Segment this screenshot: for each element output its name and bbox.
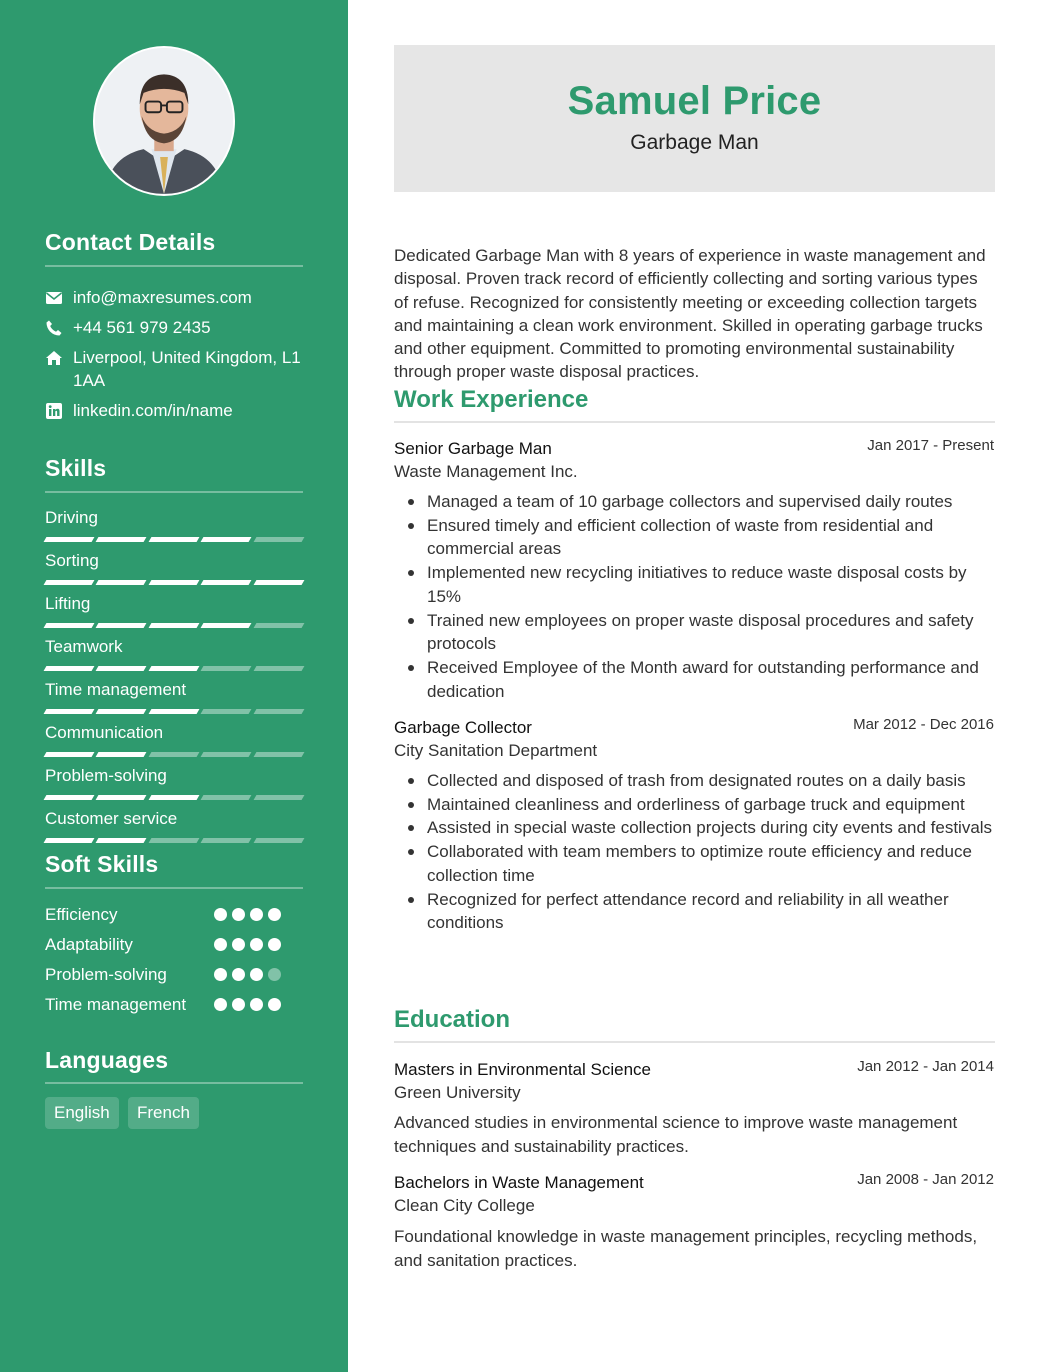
skill-level-segment bbox=[201, 580, 252, 585]
rating-dot bbox=[214, 908, 227, 921]
skill-name: Time management bbox=[45, 680, 187, 699]
skill-name: Sorting bbox=[45, 551, 99, 570]
skill-level-segment bbox=[148, 709, 199, 714]
skill-level-segment bbox=[253, 623, 304, 628]
job-company: Waste Management Inc. bbox=[394, 462, 578, 481]
degree: Masters in Environmental Science bbox=[394, 1060, 652, 1079]
skill-level-segment bbox=[96, 752, 147, 757]
contact-linkedin[interactable] bbox=[45, 399, 303, 422]
skill-name: Customer service bbox=[45, 809, 178, 828]
skill-level-segment bbox=[148, 666, 199, 671]
skill-level-segment bbox=[201, 752, 252, 757]
rating-dot bbox=[232, 968, 245, 981]
skill-level-segment bbox=[44, 580, 95, 585]
rating-dot bbox=[232, 998, 245, 1011]
home-icon bbox=[45, 349, 63, 367]
skill-level-segment bbox=[201, 537, 252, 542]
list-item: Received Employee of the Month award for outstanding performance and dedication bbox=[394, 656, 995, 703]
skill-level-segment bbox=[148, 838, 199, 843]
rating-dot bbox=[268, 908, 281, 921]
language-tag: English bbox=[45, 1097, 119, 1129]
name-header bbox=[394, 45, 995, 192]
skill-level-segment bbox=[253, 709, 304, 714]
list-item: Trained new employees on proper waste disposal procedures and safety protocols bbox=[394, 609, 995, 656]
skill-name: Lifting bbox=[45, 594, 91, 613]
summary-text: Dedicated Garbage Man with 8 years of experience in waste management and disposal. Proven track record of efficiently collecting and sorting various types of refuse. Recognized for consistently meeting or exceeding collection targets and maintaining a clean work environment. Skilled in operating garbage trucks and other equipment. Committed to promoting environmental sustainability through proper waste disposal practices. bbox=[394, 246, 986, 382]
education-date: Jan 2008 - Jan 2012 bbox=[857, 1171, 994, 1188]
skill-level-segment bbox=[96, 537, 147, 542]
rating-dot bbox=[214, 938, 227, 951]
candidate-name: Samuel Price bbox=[567, 79, 822, 123]
divider bbox=[394, 1041, 995, 1043]
skill-level-segment bbox=[201, 795, 252, 800]
list-item: Collaborated with team members to optimize route efficiency and reduce collection time bbox=[394, 840, 995, 887]
list-item: Managed a team of 10 garbage collectors and supervised daily routes bbox=[394, 490, 995, 514]
skill-level-segment bbox=[253, 580, 304, 585]
skill-level-bar bbox=[45, 795, 303, 801]
skill-level-segment bbox=[96, 709, 147, 714]
skill-level-segment bbox=[96, 623, 147, 628]
rating-dot bbox=[250, 968, 263, 981]
soft-skill-name: Efficiency bbox=[45, 905, 118, 924]
skill-level-segment bbox=[148, 752, 199, 757]
divider bbox=[394, 421, 995, 423]
soft-skills-heading: Soft Skills bbox=[45, 851, 159, 877]
skill-level-segment bbox=[44, 537, 95, 542]
email-icon bbox=[45, 289, 63, 307]
list-item: Recognized for perfect attendance record and reliability in all weather conditions bbox=[394, 888, 995, 935]
rating-dot bbox=[232, 908, 245, 921]
skill-name: Teamwork bbox=[45, 637, 123, 656]
skill-name: Communication bbox=[45, 723, 164, 742]
skill-level-segment bbox=[44, 666, 95, 671]
phone-icon bbox=[45, 319, 63, 337]
rating-dot bbox=[250, 908, 263, 921]
job-date: Mar 2012 - Dec 2016 bbox=[853, 716, 994, 733]
skill-level-segment bbox=[201, 838, 252, 843]
education-description: Foundational knowledge in waste management principles, recycling methods, and sanitation practices. bbox=[394, 1227, 978, 1270]
skill-level-segment bbox=[148, 537, 199, 542]
skill-level-segment bbox=[253, 752, 304, 757]
skill-level-bar bbox=[45, 580, 303, 586]
list-item: Ensured timely and efficient collection of waste from residential and commercial areas bbox=[394, 514, 995, 561]
divider bbox=[45, 1082, 303, 1084]
divider bbox=[45, 265, 303, 267]
skill-level-segment bbox=[253, 838, 304, 843]
rating-dot bbox=[214, 998, 227, 1011]
job-bullets bbox=[394, 490, 995, 703]
school: Green University bbox=[394, 1083, 521, 1102]
soft-skill-name: Adaptability bbox=[45, 935, 133, 954]
contact-phone[interactable] bbox=[45, 316, 303, 339]
skill-level-segment bbox=[44, 838, 95, 843]
avatar bbox=[93, 46, 235, 196]
education-heading: Education bbox=[394, 1006, 511, 1033]
skill-name: Problem-solving bbox=[45, 766, 167, 785]
skill-level-segment bbox=[253, 537, 304, 542]
skill-level-bar bbox=[45, 537, 303, 543]
soft-skill-rating bbox=[214, 998, 281, 1011]
soft-skill-rating bbox=[214, 938, 281, 951]
skill-level-bar bbox=[45, 838, 303, 844]
skill-level-segment bbox=[201, 666, 252, 671]
soft-skill-rating bbox=[214, 908, 281, 921]
degree: Bachelors in Waste Management bbox=[394, 1173, 644, 1192]
skill-level-segment bbox=[253, 666, 304, 671]
contact-email-text: info@maxresumes.com bbox=[73, 288, 252, 307]
list-item: Assisted in special waste collection projects during city events and festivals bbox=[394, 816, 995, 840]
skill-level-segment bbox=[96, 838, 147, 843]
skill-level-segment bbox=[96, 666, 147, 671]
contact-email[interactable] bbox=[45, 286, 303, 309]
skill-level-segment bbox=[44, 623, 95, 628]
job-date: Jan 2017 - Present bbox=[867, 437, 994, 454]
candidate-title: Garbage Man bbox=[630, 131, 759, 154]
skill-level-segment bbox=[44, 752, 95, 757]
rating-dot bbox=[268, 938, 281, 951]
skill-name: Driving bbox=[45, 508, 98, 527]
list-item: Maintained cleanliness and orderliness of garbage truck and equipment bbox=[394, 793, 995, 817]
rating-dot bbox=[250, 938, 263, 951]
languages-heading: Languages bbox=[45, 1047, 169, 1073]
work-experience-heading: Work Experience bbox=[394, 386, 589, 413]
divider bbox=[45, 887, 303, 889]
divider bbox=[45, 491, 303, 493]
education-description: Advanced studies in environmental science to improve waste management techniques and sustainability practices. bbox=[394, 1113, 958, 1156]
skill-level-bar bbox=[45, 666, 303, 672]
rating-dot bbox=[250, 998, 263, 1011]
language-tag: French bbox=[128, 1097, 199, 1129]
skill-level-segment bbox=[96, 580, 147, 585]
contact-address bbox=[45, 346, 303, 392]
skill-level-bar bbox=[45, 623, 303, 629]
rating-dot bbox=[268, 968, 281, 981]
skill-level-segment bbox=[44, 709, 95, 714]
job-role: Garbage Collector bbox=[394, 718, 532, 737]
soft-skill-name: Problem-solving bbox=[45, 965, 167, 984]
soft-skill-name: Time management bbox=[45, 995, 187, 1014]
skill-level-segment bbox=[44, 795, 95, 800]
contact-details-heading: Contact Details bbox=[45, 229, 216, 255]
job-company: City Sanitation Department bbox=[394, 741, 598, 760]
rating-dot bbox=[268, 998, 281, 1011]
skill-level-segment bbox=[201, 709, 252, 714]
skill-level-bar bbox=[45, 752, 303, 758]
rating-dot bbox=[214, 968, 227, 981]
rating-dot bbox=[232, 938, 245, 951]
skill-level-segment bbox=[201, 623, 252, 628]
contact-address-text: Liverpool, United Kingdom, L1 1AA bbox=[73, 348, 301, 390]
profile-photo bbox=[95, 48, 233, 194]
skill-level-segment bbox=[148, 580, 199, 585]
education-date: Jan 2012 - Jan 2014 bbox=[857, 1058, 994, 1075]
skills-heading: Skills bbox=[45, 455, 107, 481]
skill-level-segment bbox=[96, 795, 147, 800]
list-item: Collected and disposed of trash from designated routes on a daily basis bbox=[394, 769, 995, 793]
sidebar bbox=[0, 0, 348, 1372]
list-item: Implemented new recycling initiatives to reduce waste disposal costs by 15% bbox=[394, 561, 995, 608]
job-role: Senior Garbage Man bbox=[394, 439, 552, 458]
skill-level-segment bbox=[148, 795, 199, 800]
skill-level-segment bbox=[253, 795, 304, 800]
school: Clean City College bbox=[394, 1196, 535, 1215]
contact-phone-text: +44 561 979 2435 bbox=[73, 318, 211, 337]
contact-linkedin-text: linkedin.com/in/name bbox=[73, 401, 233, 420]
skill-level-segment bbox=[148, 623, 199, 628]
skill-level-bar bbox=[45, 709, 303, 715]
linkedin-icon bbox=[45, 402, 63, 420]
job-bullets bbox=[394, 769, 995, 935]
soft-skill-rating bbox=[214, 968, 281, 981]
